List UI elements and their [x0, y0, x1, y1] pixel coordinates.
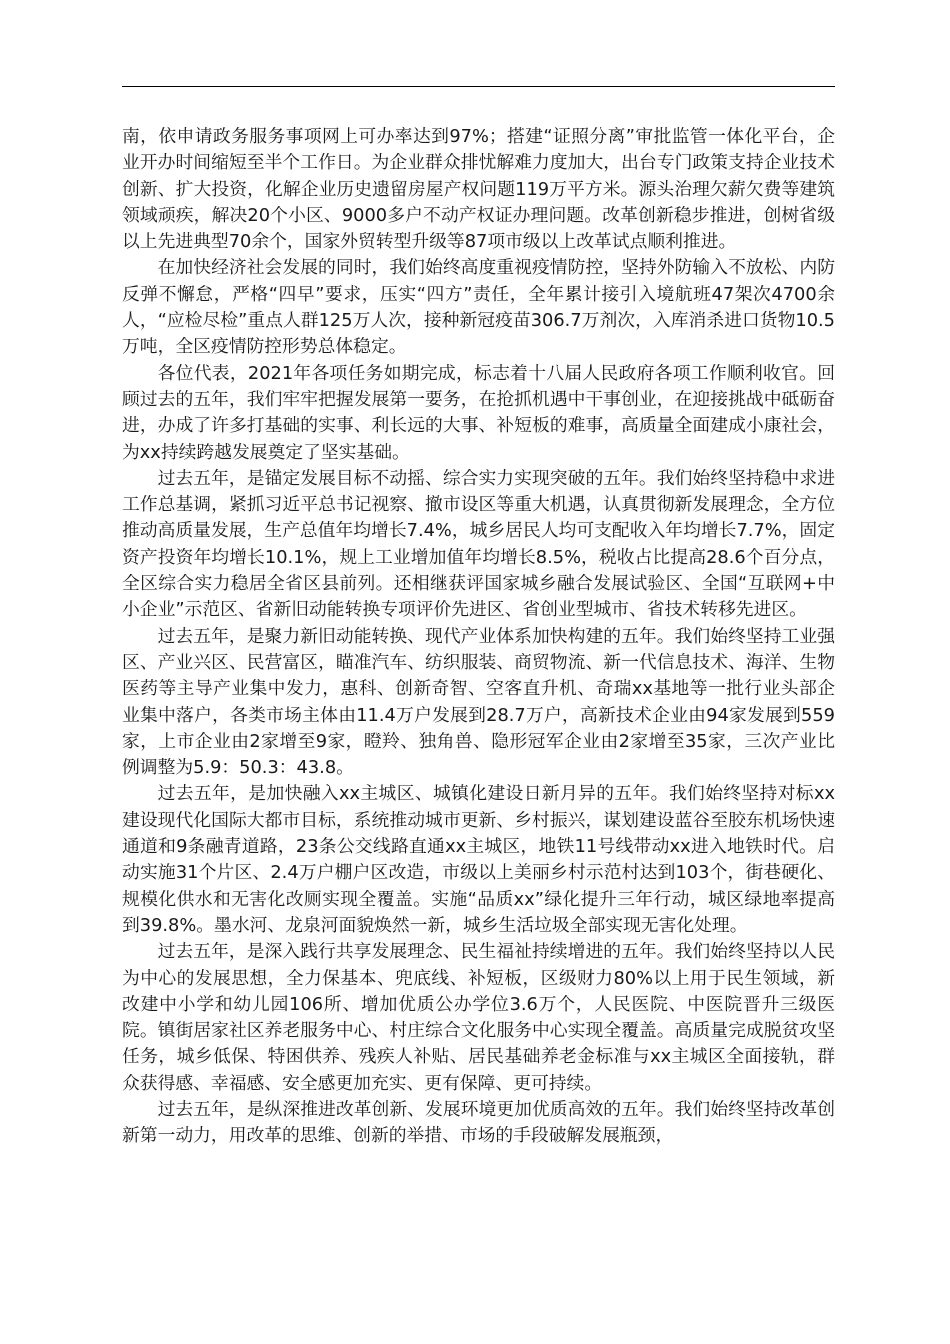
- paragraph: 过去五年，是深入践行共享发展理念、民生福祉持续增进的五年。我们始终坚持以人民为中心的发展思想，全力保基本、兜底线、补短板，区级财力80%以上用于民生领域，新改建中小学和幼儿园106所、增加优质公办学位3.6万个，人民医院、中医院晋升三级医院。镇街居家社区养老服务中心、村庄综合文化服务中心实现全覆盖。高质量完成脱贫攻坚任务，城乡低保、特困供养、残疾人补贴、居民基础养老金标准与xx主城区全面接轨，群众获得感、幸福感、安全感更加充实、更有保障、更可持续。: [122, 941, 835, 1094]
- paragraph: 过去五年，是聚力新旧动能转换、现代产业体系加快构建的五年。我们始终坚持工业强区、产业兴区、民营富区，瞄准汽车、纺织服装、商贸物流、新一代信息技术、海洋、生物医药等主导产业集中发力，惠科、创新奇智、空客直升机、奇瑞xx基地等一批行业头部企业集中落户，各类市场主体由11.4万户发展到28.7万户，高新技术企业由94家发展到559家，上市企业由2家增至9家，瞪羚、独角兽、隐形冠军企业由2家增至35家，三次产业比例调整为5.9：50.3：43.8。: [122, 625, 835, 779]
- header-divider: [122, 86, 835, 87]
- paragraph: 在加快经济社会发展的同时，我们始终高度重视疫情防控，坚持外防输入不放松、内防反弹不懈怠，严格“四早”要求，压实“四方”责任，全年累计接引入境航班47架次4700余人，“应检尽检”重点人群125万人次，接种新冠疫苗306.7万剂次，入库消杀进口货物10.5万吨，全区疫情防控形势总体稳定。: [122, 257, 835, 358]
- paragraph: 过去五年，是加快融入xx主城区、城镇化建设日新月异的五年。我们始终坚持对标xx建设现代化国际大都市目标，系统推动城市更新、乡村振兴，谋划建设蓝谷至胶东机场快速通道和9条融青道路，23条公交线路直通xx主城区，地铁11号线带动xx进入地铁时代。启动实施31个片区、2.4万户棚户区改造，市级以上美丽乡村示范村达到103个，街巷硬化、规模化供水和无害化改厕实现全覆盖。实施“品质xx”绿化提升三年行动，城区绿地率提高到39.8%。墨水河、龙泉河面貌焕然一新，城乡生活垃圾全部实现无害化处理。: [122, 783, 835, 936]
- paragraph: 各位代表，2021年各项任务如期完成，标志着十八届人民政府各项工作顺利收官。回顾过去的五年，我们牢牢把握发展第一要务，在抢抓机遇中干事创业，在迎接挑战中砥砺奋进，办成了许多打基础的实事、利长远的大事、补短板的难事，高质量全面建成小康社会，为xx持续跨越发展奠定了坚实基础。: [122, 362, 835, 463]
- paragraph: 南，依申请政务服务事项网上可办率达到97%；搭建“证照分离”审批监管一体化平台，企业开办时间缩短至半个工作日。为企业群众排忧解难力度加大，出台专门政策支持企业技术创新、扩大投资，化解企业历史遗留房屋产权问题119万平方米。源头治理欠薪欠费等建筑领域顽疾，解决20个小区、9000多户不动产权证办理问题。改革创新稳步推进，创树省级以上先进典型70余个，国家外贸转型升级等87项市级以上改革试点顺利推进。: [122, 126, 835, 253]
- paragraph: 过去五年，是纵深推进改革创新、发展环境更加优质高效的五年。我们始终坚持改革创新第一动力，用改革的思维、创新的举措、市场的手段破解发展瓶颈，: [122, 1098, 835, 1147]
- paragraph: 过去五年，是锚定发展目标不动摇、综合实力实现突破的五年。我们始终坚持稳中求进工作总基调，紧抓习近平总书记视察、撤市设区等重大机遇，认真贯彻新发展理念，全方位推动高质量发展，生产总值年均增长7.4%，城乡居民人均可支配收入年均增长7.7%，固定资产投资年均增长10.1%，规上工业增加值年均增长8.5%，税收占比提高28.6个百分点，全区综合实力稳居全省区县前列。还相继获评国家城乡融合发展试验区、全国“互联网+中小企业”示范区、省新旧动能转换专项评价先进区、省创业型城市、省技术转移先进区。: [122, 467, 835, 621]
- document-body: [122, 124, 835, 1150]
